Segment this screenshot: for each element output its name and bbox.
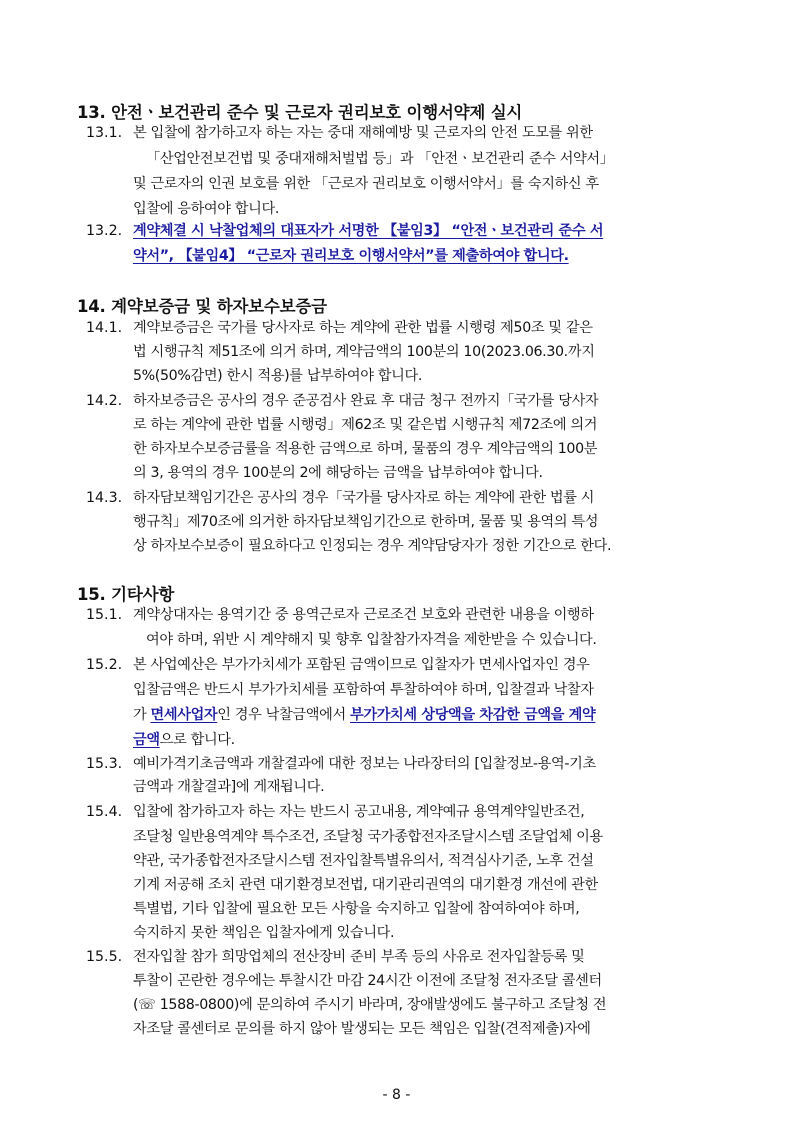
- item-15-5-line-2: 투찰이 곤란한 경우에는 투찰시간 마감 24시간 이전에 조달청 전자조달 콜센터: [133, 973, 602, 989]
- item-14-3-line-3: 상 하자보수보증이 필요하다고 인정되는 경우 계약담당자가 정한 기간으로 한다.: [133, 538, 612, 554]
- item-14-2-line-3: 한 하자보수보증금률을 적용한 금액으로 하며, 물품의 경우 계약금액의 100분: [133, 441, 598, 457]
- section-13-heading: 13. 안전ㆍ보건관리 준수 및 근로자 권리보호 이행서약제 실시: [77, 103, 523, 122]
- item-14-2-line-2: 로 하는 계약에 관한 법률 시행령」제62조 및 같은법 시행규칙 제72조에 의거: [133, 417, 598, 433]
- item-15-2-line-4-part-b: 으로 합니다.: [159, 732, 235, 748]
- item-15-5-line-1: 전자입찰 참가 희망업체의 전산장비 준비 부족 등의 사유로 전자입찰등록 및: [133, 949, 585, 965]
- item-14-1-number: 14.1.: [86, 320, 123, 336]
- item-14-1-line-3: 5%(50%감면) 한시 적용)를 납부하여야 합니다.: [133, 368, 422, 384]
- item-15-4-line-4: 기계 저공해 조치 관련 대기환경보전법, 대기관리권역의 대기환경 개선에 관한: [133, 877, 598, 893]
- item-15-4-line-1: 입찰에 참가하고자 하는 자는 반드시 공고내용, 계약예규 용역계약일반조건,: [133, 804, 585, 820]
- item-15-2-line-3: [133, 706, 595, 724]
- item-15-5-line-3: (☏ 1588-0800)에 문의하여 주시기 바라며, 장애발생에도 불구하고 조달청 전: [133, 997, 607, 1013]
- item-15-4-line-2: 조달청 일반용역계약 특수조건, 조달청 국가종합전자조달시스템 조달업체 이용: [133, 829, 603, 845]
- vat-deduction-highlight: 부가가치세 상당액을 차감한 금액을 계약: [349, 707, 596, 723]
- item-15-1-line-1: 계약상대자는 용역기간 중 용역근로자 근로조건 보호와 관련한 내용을 이행하: [133, 607, 594, 623]
- item-15-2-line-4: [133, 731, 235, 749]
- item-15-2-line-1: 본 사업예산은 부가가치세가 포함된 금액이므로 입찰자가 면세사업자인 경우: [133, 657, 590, 673]
- item-14-3-number: 14.3.: [86, 490, 123, 506]
- item-15-3-line-2: 금액과 개찰결과]에 게재됩니다.: [133, 779, 325, 795]
- item-13-2-line-1: 계약체결 시 낙찰업체의 대표자가 서명한 【붙임3】 “안전ㆍ보건관리 준수 서: [133, 223, 604, 239]
- item-13-1-line-3: 및 근로자의 인권 보호를 위한 「근로자 권리보호 이행서약서」를 숙지하신 후: [133, 176, 599, 192]
- item-15-1-line-2: 여야 하며, 위반 시 계약해지 및 향후 입찰참가자격을 제한받을 수 있습니다.: [146, 632, 597, 648]
- item-14-1-line-1: 계약보증금은 국가를 당사자로 하는 계약에 관한 법률 시행령 제50조 및 같은: [133, 320, 593, 336]
- item-14-2-number: 14.2.: [86, 393, 123, 409]
- item-14-3-line-2: 행규칙」제70조에 의거한 하자담보책임기간으로 한하며, 물품 및 용역의 특성: [133, 514, 599, 530]
- item-15-5-line-4: 자조달 콜센터로 문의를 하지 않아 발생되는 모든 책임은 입찰(견적제출)자에: [133, 1021, 591, 1037]
- item-13-1-line-1: 본 입찰에 참가하고자 하는 자는 중대 재해예방 및 근로자의 안전 도모를 위한: [133, 125, 593, 141]
- item-15-2-line-3-part-a: 가: [133, 707, 151, 723]
- item-15-2-line-3-part-c: 인 경우 낙찰금액에서: [217, 707, 350, 723]
- page-number: - 8 -: [382, 1087, 411, 1103]
- item-13-2-line-2: 약서”, 【붙임4】 “근로자 권리보호 이행서약서”를 제출하여야 합니다.: [133, 248, 569, 264]
- item-14-1-line-2: 법 시행규칙 제51조에 의거 하며, 계약금액의 100분의 10(2023.06.30.까지: [133, 344, 595, 360]
- item-15-4-number: 15.4.: [86, 804, 123, 820]
- item-13-1-line-2: 「산업안전보건법 및 중대재해처벌법 등」과 「안전ㆍ보건관리 준수 서약서」: [146, 151, 614, 167]
- item-13-1-line-4: 입찰에 응하여야 합니다.: [133, 201, 280, 217]
- item-13-2-number: 13.2.: [86, 223, 123, 239]
- item-15-3-line-1: 예비가격기초금액과 개찰결과에 대한 정보는 나라장터의 [입찰정보-용역-기초: [133, 756, 596, 772]
- item-15-4-line-3: 약관, 국가종합전자조달시스템 전자입찰특별유의서, 적격심사기준, 노후 건설: [133, 853, 594, 869]
- item-15-4-line-6: 숙지하지 못한 책임은 입찰자에게 있습니다.: [133, 925, 395, 941]
- item-15-4-line-5: 특별법, 기타 입찰에 필요한 모든 사항을 숙지하고 입찰에 참여하여야 하며,: [133, 901, 580, 917]
- item-14-2-line-4: 의 3, 용역의 경우 100분의 2에 해당하는 금액을 납부하여야 합니다.: [133, 465, 543, 481]
- item-14-2-line-1: 하자보증금은 공사의 경우 준공검사 완료 후 대금 청구 전까지「국가를 당사자: [133, 393, 599, 409]
- amount-highlight: 금액: [133, 732, 160, 748]
- section-14-heading: 14. 계약보증금 및 하자보수보증금: [77, 297, 327, 316]
- item-15-2-number: 15.2.: [86, 657, 123, 673]
- tax-exempt-highlight: 면세사업자: [150, 707, 218, 723]
- item-15-1-number: 15.1.: [86, 607, 123, 623]
- item-15-5-number: 15.5.: [86, 949, 123, 965]
- item-15-2-line-2: 입찰금액은 반드시 부가가치세를 포함하여 투찰하여야 하며, 입찰결과 낙찰자: [133, 682, 594, 698]
- section-15-heading: 15. 기타사항: [77, 585, 175, 604]
- item-13-1-number: 13.1.: [86, 125, 123, 141]
- item-14-3-line-1: 하자담보책임기간은 공사의 경우「국가를 당사자로 하는 계약에 관한 법률 시: [133, 490, 595, 506]
- item-15-3-number: 15.3.: [86, 756, 123, 772]
